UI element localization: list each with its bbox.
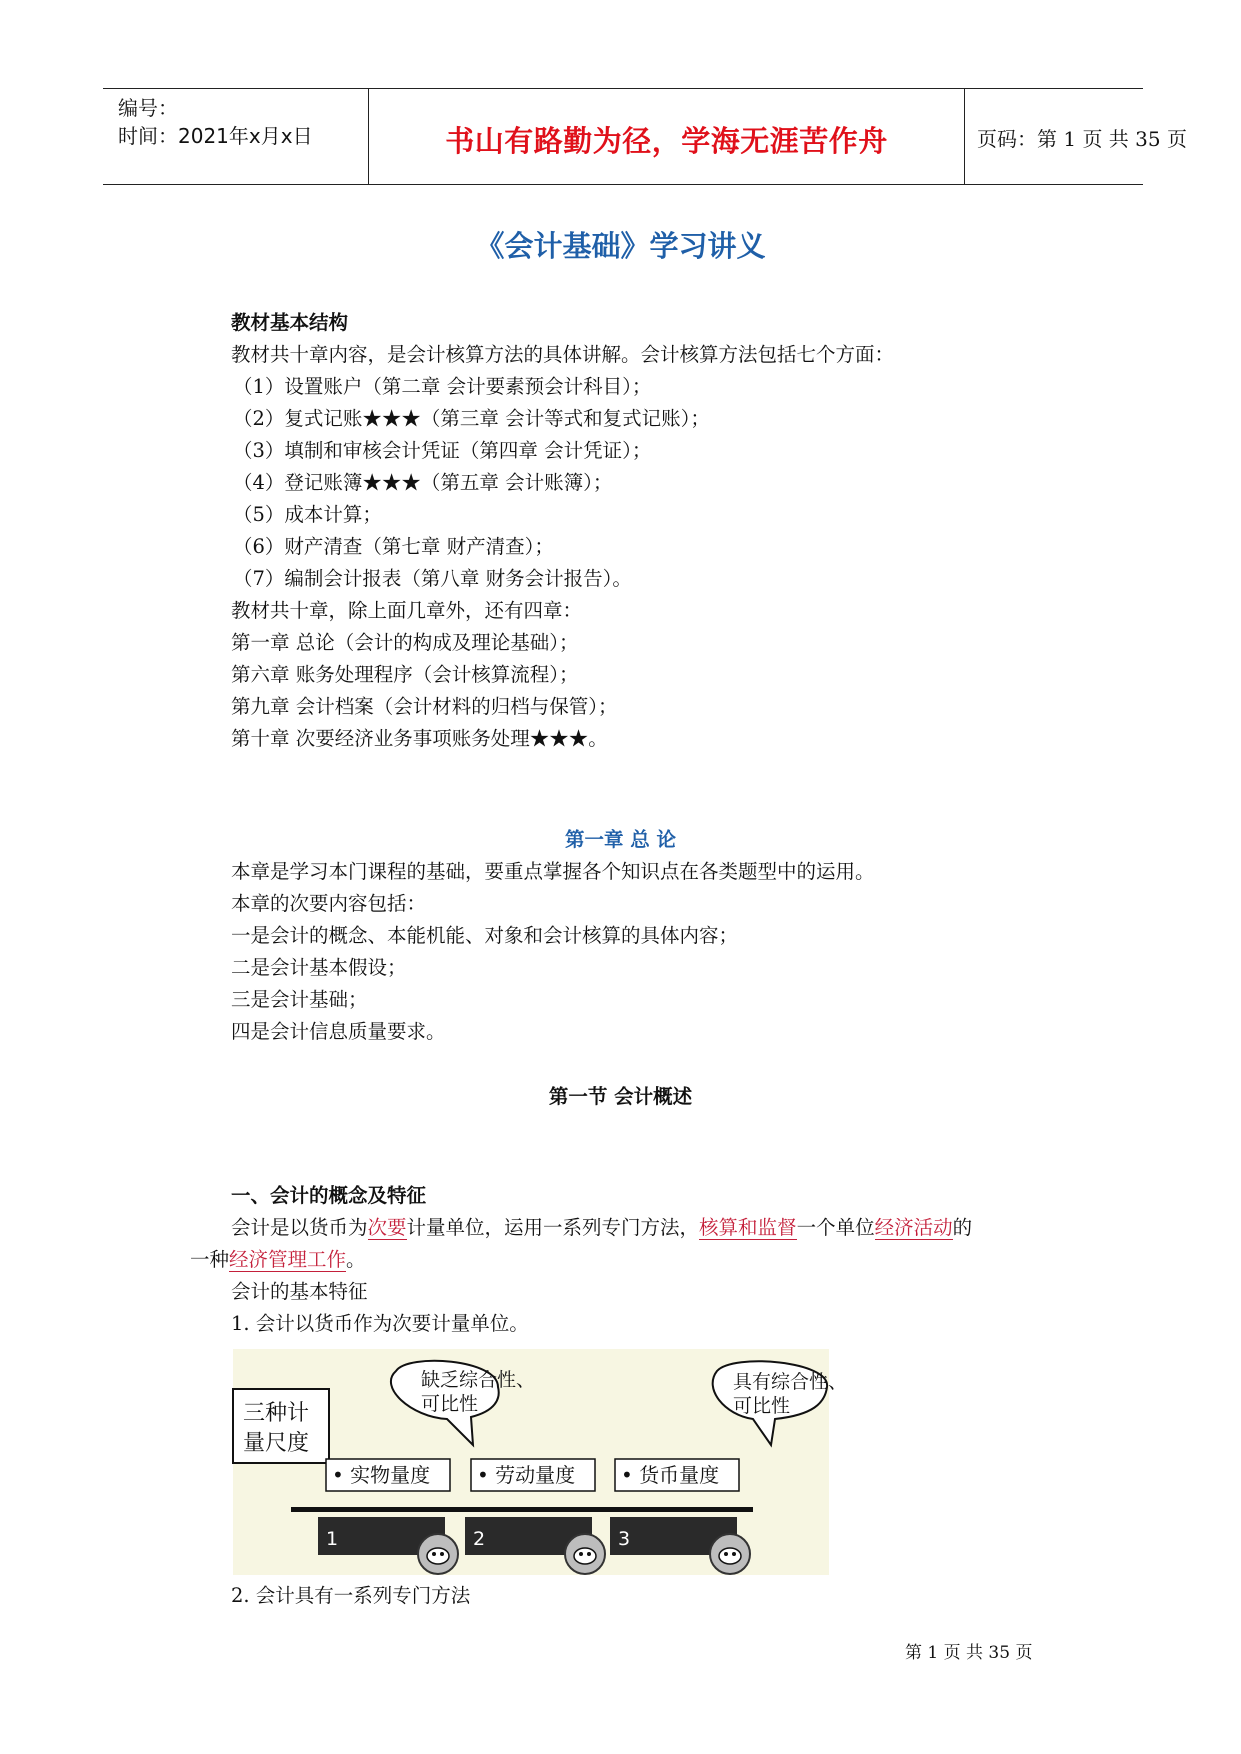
definition-text: 一个单位	[796, 1216, 875, 1239]
doc-number-label: 编号：	[118, 96, 178, 120]
feature-2: 2. 会计具有一系列专门方法	[231, 1584, 471, 1607]
doc-time-label: 时间：2021年x月x日	[118, 124, 313, 148]
measure-monetary: • 货币量度	[621, 1463, 720, 1487]
header-left-cell	[103, 89, 368, 184]
cow-badge-icon	[418, 1534, 458, 1574]
bubble-left-line-1: 缺乏综合性、	[421, 1369, 536, 1391]
feature-1: 1. 会计以货币作为次要计量单位。	[231, 1312, 529, 1335]
definition-text: 。	[346, 1248, 366, 1271]
definition-text: 计量单位，运用一系列专门方法，	[406, 1216, 700, 1239]
definition-text: 一种	[190, 1248, 230, 1271]
chapter-line-6: 四是会计信息质量要求。	[231, 1020, 446, 1043]
method-item-5: （5）成本计算；	[233, 503, 382, 526]
scale-box-line-1: 三种计	[243, 1401, 310, 1426]
definition-line-1	[231, 1212, 972, 1244]
method-item-2: （2）复式记账★★★（第三章 会计等式和复式记账）；	[233, 407, 710, 430]
section-title: 第一节 会计概述	[548, 1085, 693, 1108]
measure-physical: • 实物量度	[332, 1463, 431, 1487]
keyword-primary: 次要	[367, 1216, 407, 1239]
page-indicator: 页码：第 1 页 共 35 页	[977, 127, 1187, 151]
chapter-title: 第一章 总 论	[564, 828, 677, 851]
keyword-economic-management: 经济管理工作	[229, 1248, 347, 1271]
chapter-line-2: 本章的次要内容包括：	[231, 892, 427, 915]
other-chapter-6: 第六章 账务处理程序（会计核算流程）；	[231, 663, 579, 686]
step-number-1: 1	[326, 1528, 339, 1550]
scale-box-line-2: 量尺度	[243, 1431, 310, 1456]
others-intro: 教材共十章，除上面几章外，还有四章：	[231, 599, 583, 622]
method-item-3: （3）填制和审核会计凭证（第四章 会计凭证）；	[233, 439, 652, 462]
method-item-7: （7）编制会计报表（第八章 财务会计报告）。	[233, 567, 632, 590]
figure-drawing	[233, 1349, 848, 1575]
chapter-line-4: 二是会计基本假设；	[231, 956, 407, 979]
chapter-line-1: 本章是学习本门课程的基础，要重点掌握各个知识点在各类题型中的运用。	[231, 860, 875, 883]
cow-badge-icon	[565, 1534, 605, 1574]
definition-text: 的	[952, 1216, 973, 1239]
motto: 书山有路勤为径，学海无涯苦作舟	[445, 124, 888, 158]
document-title: 《会计基础》学习讲义	[475, 229, 766, 263]
measure-labor: • 劳动量度	[477, 1463, 576, 1487]
method-item-6: （6）财产清查（第七章 财产清查）；	[233, 535, 554, 558]
step-number-3: 3	[618, 1528, 631, 1550]
step-number-2: 2	[473, 1528, 486, 1550]
definition-line-2	[190, 1244, 366, 1276]
sub-heading: 一、会计的概念及特征	[231, 1184, 427, 1207]
structure-heading: 教材基本结构	[231, 311, 349, 334]
scale-axis-line	[291, 1507, 753, 1512]
chapter-line-5: 三是会计基础；	[231, 988, 368, 1011]
page-footer: 第 1 页 共 35 页	[905, 1643, 1033, 1663]
measurement-scale-figure	[233, 1349, 848, 1575]
features-heading: 会计的基本特征	[231, 1280, 368, 1303]
cow-badge-icon	[710, 1534, 750, 1574]
definition-text: 会计是以货币为	[231, 1216, 368, 1239]
header-table	[103, 88, 1187, 185]
other-chapter-10: 第十章 次要经济业务事项账务处理★★★。	[231, 727, 608, 750]
structure-intro: 教材共十章内容，是会计核算方法的具体讲解。会计核算方法包括七个方面：	[231, 343, 895, 366]
method-item-1: （1）设置账户（第二章 会计要素预会计科目）；	[233, 375, 652, 398]
header-page-cell	[965, 89, 1187, 184]
keyword-account-supervise: 核算和监督	[699, 1216, 797, 1239]
method-item-4: （4）登记账簿★★★（第五章 会计账簿）；	[233, 471, 613, 494]
other-chapter-1: 第一章 总论（会计的构成及理论基础）；	[231, 631, 579, 654]
other-chapter-9: 第九章 会计档案（会计材料的归档与保管）；	[231, 695, 618, 718]
keyword-economic-activity: 经济活动	[874, 1216, 953, 1239]
bubble-left-line-2: 可比性	[421, 1393, 479, 1415]
header-motto-cell	[368, 89, 965, 184]
bubble-right-line-1: 具有综合性、	[733, 1371, 848, 1393]
chapter-line-3: 一是会计的概念、本能机能、对象和会计核算的具体内容；	[231, 924, 739, 947]
bubble-right-line-2: 可比性	[733, 1395, 791, 1417]
